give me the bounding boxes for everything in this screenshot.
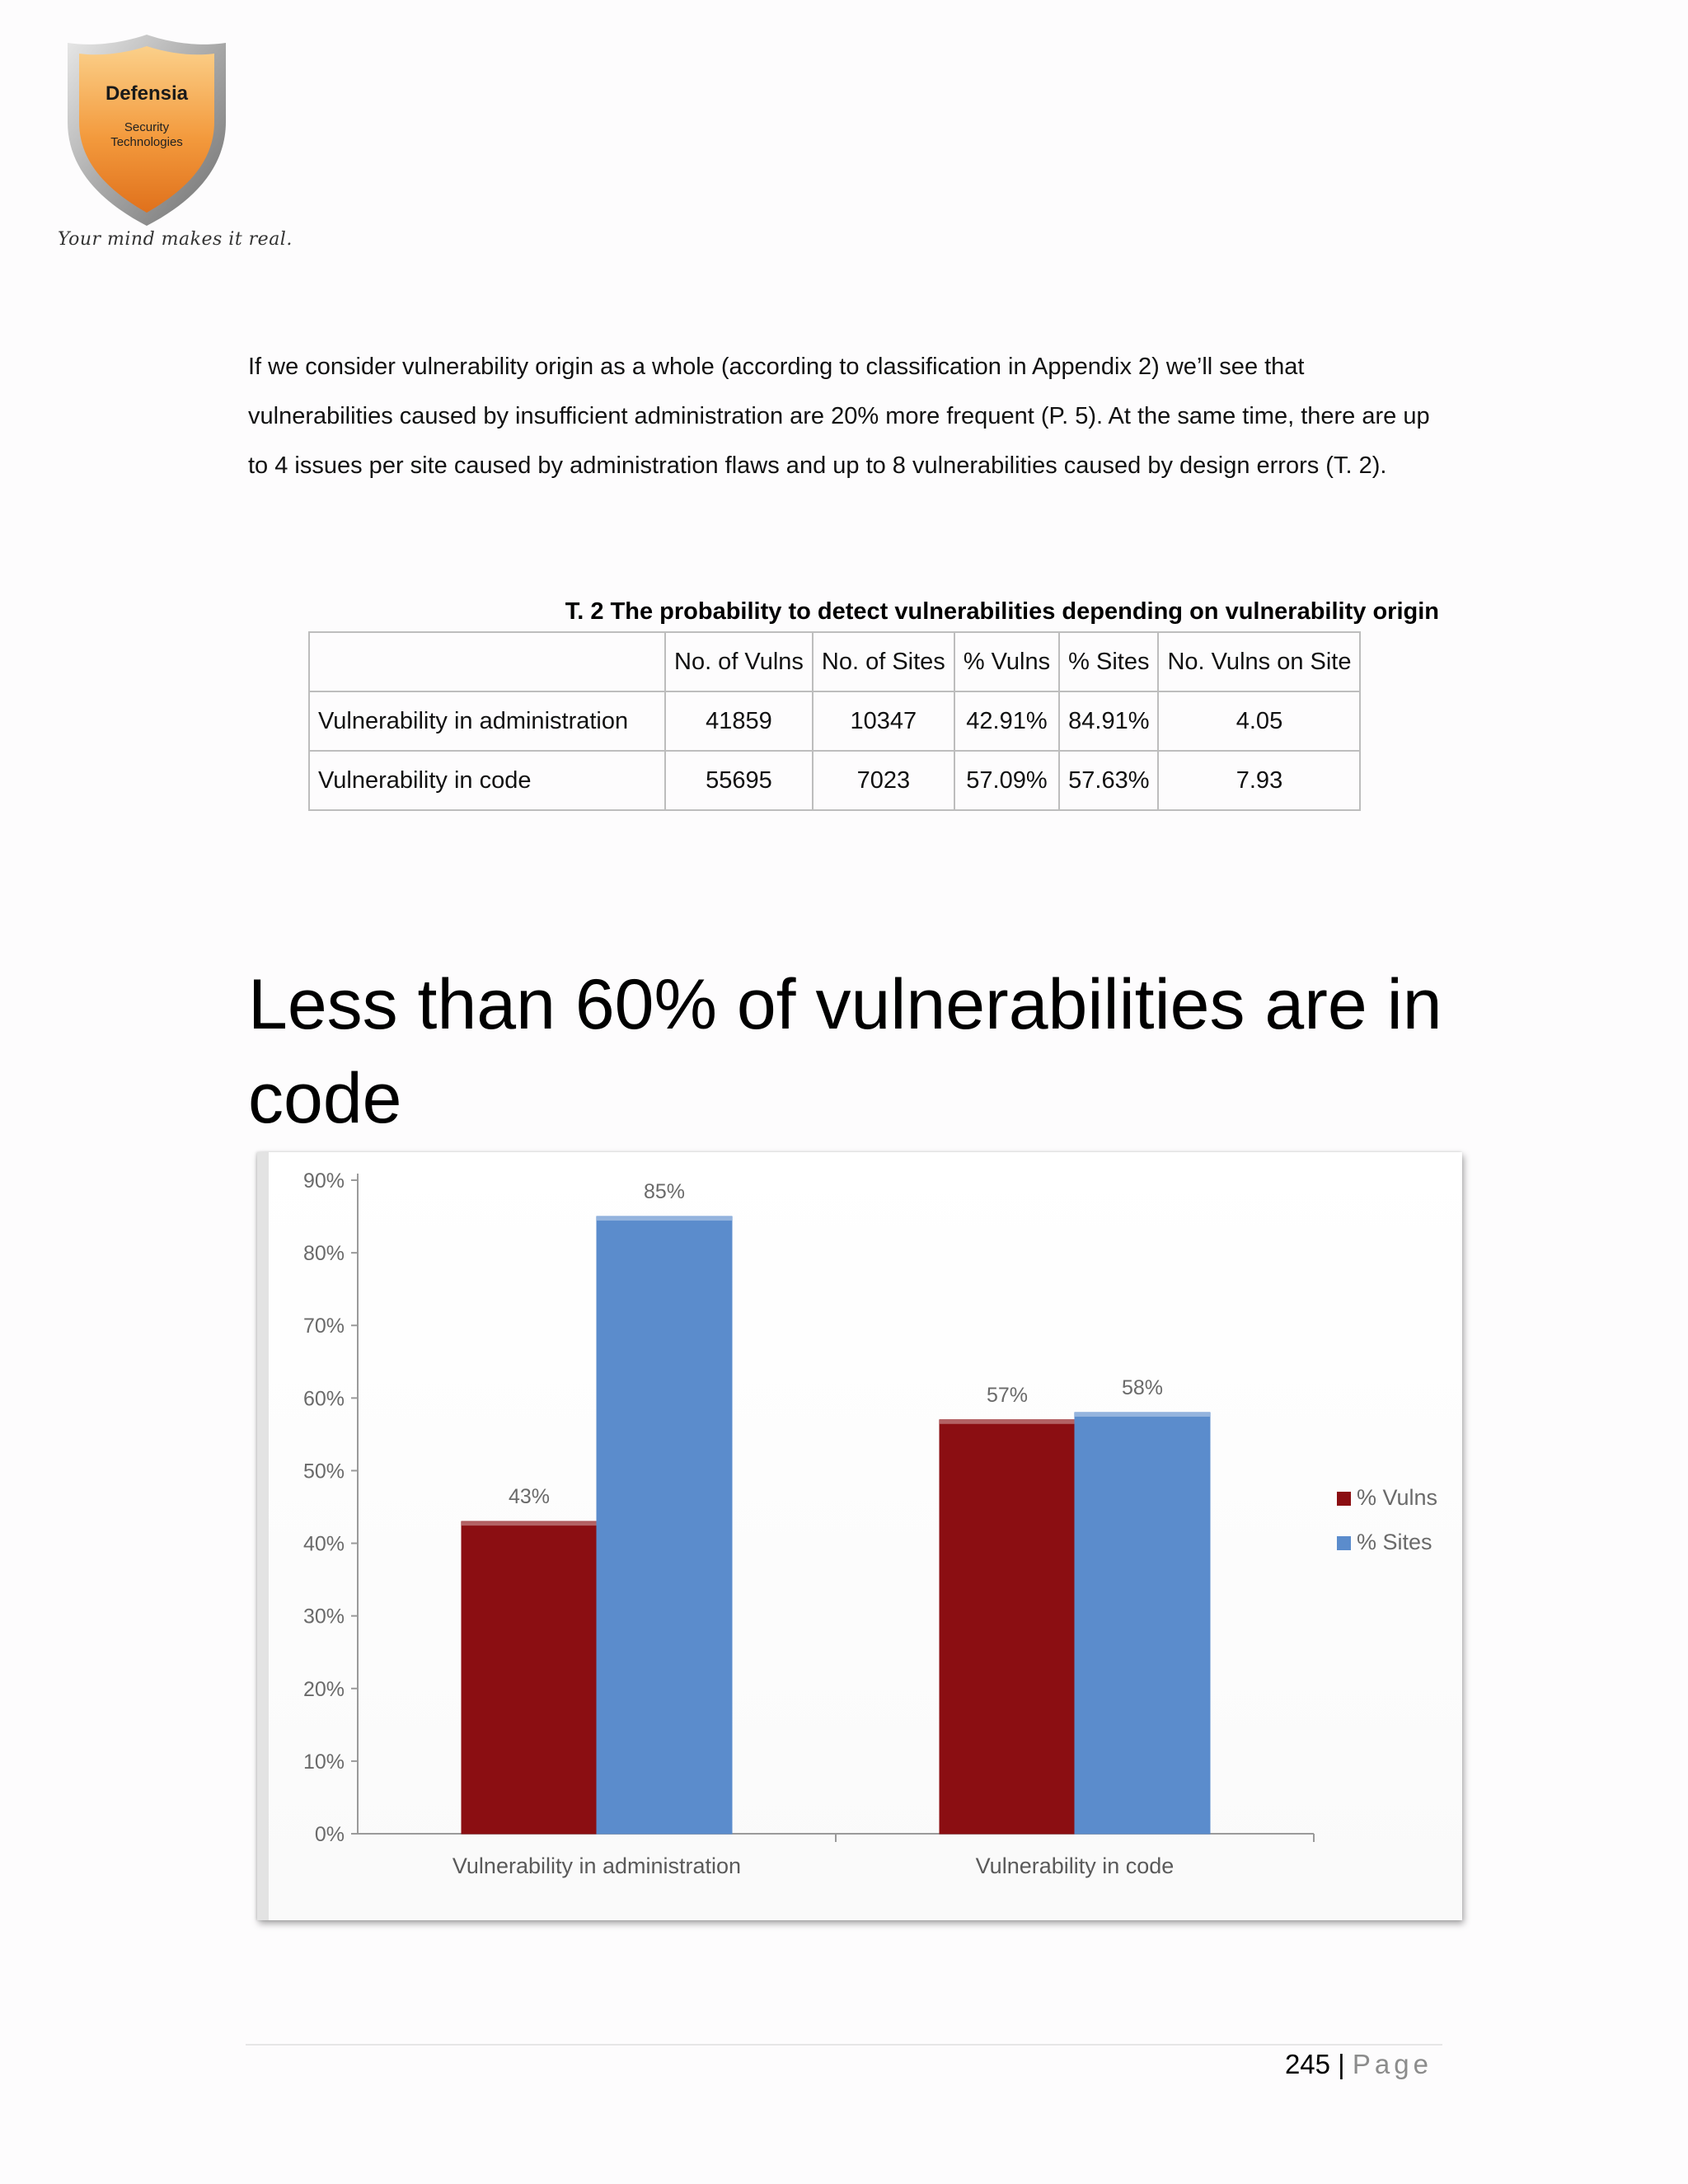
table-row bbox=[309, 691, 1360, 751]
logo-sub-line1: Security bbox=[124, 120, 170, 134]
page-word: Page bbox=[1352, 2049, 1432, 2079]
table-header-cell: % Sites bbox=[1059, 632, 1158, 691]
y-tick-label: 10% bbox=[302, 1750, 345, 1774]
y-tick-label: 0% bbox=[314, 1823, 345, 1846]
y-tick-label: 30% bbox=[302, 1605, 345, 1629]
y-tick-label: 90% bbox=[302, 1169, 345, 1193]
table-cell: Vulnerability in administration bbox=[309, 691, 665, 751]
chart-frame bbox=[257, 1152, 1462, 1920]
table-cell: 42.91% bbox=[954, 691, 1059, 751]
data-table bbox=[308, 631, 1361, 811]
table-header-cell: No. Vulns on Site bbox=[1158, 632, 1360, 691]
bar-top-highlight bbox=[462, 1521, 597, 1526]
table-cell: 7023 bbox=[813, 751, 954, 810]
y-tick-label: 60% bbox=[302, 1387, 345, 1411]
logo-subtitle bbox=[64, 120, 229, 150]
bar-sites bbox=[1075, 1413, 1210, 1834]
table-cell: 41859 bbox=[665, 691, 813, 751]
category-label: Vulnerability in administration bbox=[452, 1854, 742, 1878]
y-tick-label: 20% bbox=[302, 1677, 345, 1701]
bar-top-highlight bbox=[1075, 1413, 1210, 1417]
legend-label: % Vulns bbox=[1357, 1485, 1438, 1510]
table-header-cell: No. of Vulns bbox=[665, 632, 813, 691]
data-label: 57% bbox=[986, 1383, 1029, 1407]
table-header-cell: No. of Sites bbox=[813, 632, 954, 691]
page-number bbox=[1285, 2049, 1432, 2080]
data-label: 43% bbox=[508, 1485, 551, 1509]
table-header-row bbox=[309, 632, 1360, 691]
y-tick-label: 70% bbox=[302, 1315, 345, 1338]
bar-top-highlight bbox=[940, 1420, 1075, 1424]
data-label: 85% bbox=[643, 1180, 686, 1204]
table-header-cell bbox=[309, 632, 665, 691]
page-separator: | bbox=[1338, 2049, 1345, 2079]
bar-sites bbox=[597, 1216, 732, 1834]
intro-paragraph: If we consider vulnerability origin as a whole (according to classification in Appendix 2) we’ll see that vulnerabilities caused by insufficient administration are 20% more frequent (P. 5). At the same time, there are up to 4 issues per site caused by administration flaws and up to 8 vulnerabilities caused by design errors (T. 2). bbox=[248, 354, 1430, 479]
y-tick-label: 50% bbox=[302, 1460, 345, 1483]
legend-label: % Sites bbox=[1357, 1530, 1432, 1554]
bar-top-highlight bbox=[597, 1216, 732, 1221]
page-number-value: 245 bbox=[1284, 2049, 1330, 2079]
table-cell: 84.91% bbox=[1059, 691, 1158, 751]
table-cell: 57.09% bbox=[954, 751, 1059, 810]
bar-vulns bbox=[462, 1521, 597, 1834]
y-tick-label: 80% bbox=[302, 1242, 345, 1266]
table-caption: T. 2 The probability to detect vulnerabilities depending on vulnerability origin bbox=[565, 598, 1439, 625]
legend-swatch bbox=[1337, 1492, 1351, 1506]
table-cell: 55695 bbox=[665, 751, 813, 810]
table-cell: 10347 bbox=[813, 691, 954, 751]
bar-vulns bbox=[940, 1420, 1075, 1834]
bar-chart bbox=[269, 1152, 1462, 1920]
data-label: 58% bbox=[1121, 1376, 1164, 1399]
footer-divider bbox=[246, 2044, 1442, 2046]
table-header-cell: % Vulns bbox=[954, 632, 1059, 691]
y-tick-label: 40% bbox=[302, 1532, 345, 1556]
table-cell: Vulnerability in code bbox=[309, 751, 665, 810]
table-cell: 7.93 bbox=[1158, 751, 1360, 810]
table-cell: 57.63% bbox=[1059, 751, 1158, 810]
table-cell: 4.05 bbox=[1158, 691, 1360, 751]
section-heading: Less than 60% of vulnerabilities are in code bbox=[248, 965, 1442, 1138]
logo-brand: Defensia bbox=[105, 82, 189, 105]
table-row bbox=[309, 751, 1360, 810]
legend-swatch bbox=[1337, 1536, 1351, 1550]
logo-tagline: Your mind makes it real. bbox=[58, 229, 293, 250]
logo-sub-line2: Technologies bbox=[110, 135, 183, 149]
category-label: Vulnerability in code bbox=[975, 1854, 1175, 1878]
company-logo bbox=[64, 31, 229, 229]
